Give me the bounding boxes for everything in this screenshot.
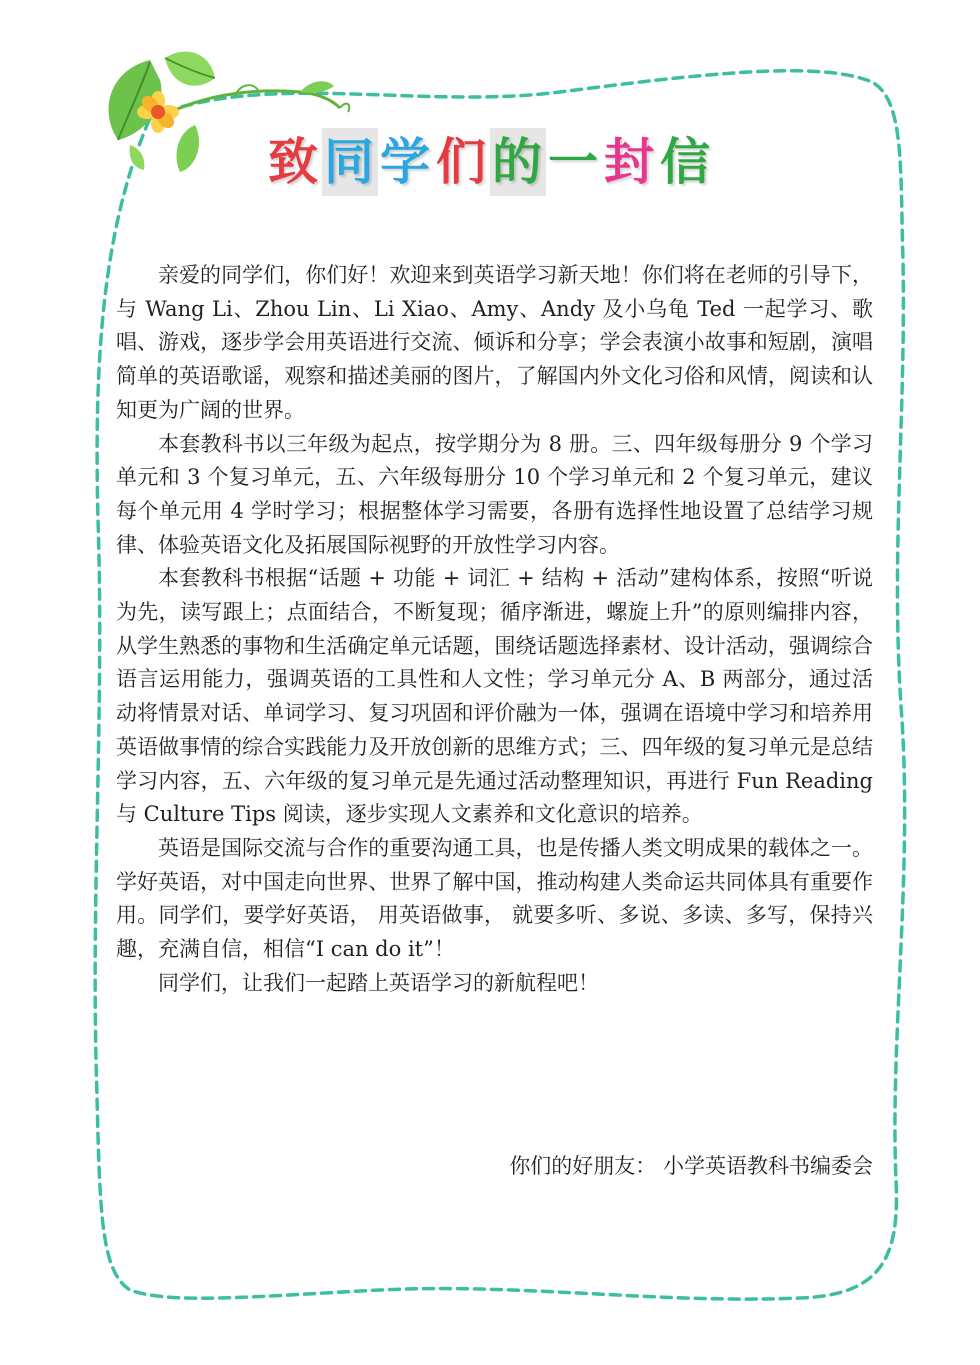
title-char: 学	[380, 133, 432, 191]
letter-paragraph: 同学们，让我们一起踏上英语学习的新航程吧！	[158, 970, 599, 995]
letter-paragraph: 亲爱的同学们，你们好！欢迎来到英语学习新天地！你们将在老师的引导下，与 Wang Li、Zhou Lin、Li Xiao、Amy、Andy 及小乌龟 Ted 一起学习、歌唱、游戏，逐步学会用英语进行交流、倾诉和分享；学会表演小故事和短剧，演唱简单的英语歌谣，观察和描述美丽的图片，了解国内外文化习俗和风情，阅读和认知更为广阔的世界。	[116, 263, 873, 422]
letter-paragraph: 本套教科书根据“话题 + 功能 + 词汇 + 结构 + 活动”建构体系，按照“听说为先，读写跟上；点面结合，不断复现；循序渐进，螺旋上升”的原则编排内容，从学生熟悉的事物和生活确定单元话题，围绕话题选择素材、设计活动，强调综合语言运用能力，强调英语的工具性和人文性；学习单元分 A、B 两部分，通过活动将情景对话、单词学习、复习巩固和评价融为一体，强调在语境中学习和培养用英语做事情的综合实践能力及开放创新的思维方式；三、四年级的复习单元是总结学习内容，五、六年级的复习单元是先通过活动整理知识，再进行 Fun Reading 与 Culture Tips 阅读，逐步实现人文素养和文化意识的培养。	[116, 566, 873, 827]
title-char: 信	[660, 133, 712, 191]
title-char: 致	[268, 133, 320, 191]
title-char: 一	[548, 133, 600, 191]
letter-paragraph: 英语是国际交流与合作的重要沟通工具，也是传播人类文明成果的载体之一。学好英语，对中国走向世界、世界了解中国，推动构建人类命运共同体具有重要作用。同学们，要学好英语， 用英语做事， 就要多听、多说、多读、多写，保持兴趣，充满自信，相信“I can do it”！	[116, 835, 873, 962]
letter-body	[116, 259, 873, 1000]
title-char: 同	[322, 128, 378, 196]
title-char: 们	[436, 133, 488, 191]
letter-paragraph: 本套教科书以三年级为起点，按学期分为 8 册。三、四年级每册分 9 个学习单元和 3 个复习单元，五、六年级每册分 10 个学习单元和 2 个复习单元，建议每个单元用 4 学时学习；根据整体学习需要，各册有选择性地设置了总结学习规律、体验英语文化及拓展国际视野的开放性学习内容。	[116, 431, 873, 557]
page-title	[266, 128, 714, 196]
letter-signature: 你们的好朋友： 小学英语教科书编委会	[509, 1154, 873, 1178]
title-char: 的	[490, 128, 546, 196]
letter-title	[0, 128, 980, 196]
title-char: 封	[604, 133, 656, 191]
